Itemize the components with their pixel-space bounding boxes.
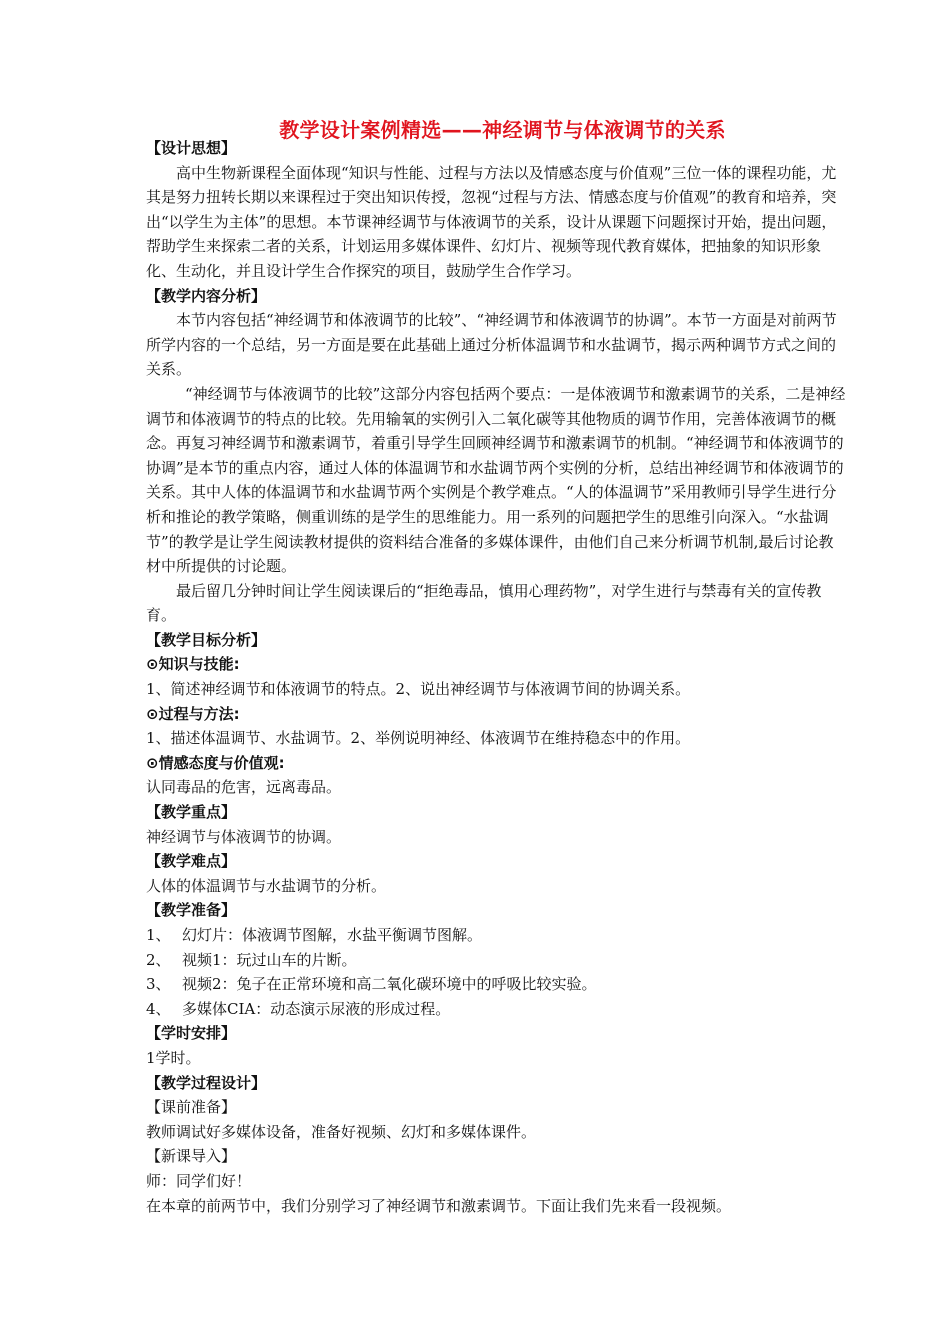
goal-emotion-text: 认同毒品的危害，远离毒品。: [146, 778, 342, 797]
paragraph-content-analysis-1: 本节内容包括“神经调节和体液调节的比较”、“神经调节和体液调节的协调”。本节一方面是对前两节所学内容的一个总结，另一方面是要在此基础上通过分析体温调节和水盐调节，揭示两种调节方式之间的关系。: [146, 311, 837, 379]
schedule-text: 1学时。: [146, 1048, 201, 1067]
paragraph-content-analysis-2: “神经调节与体液调节的比较”这部分内容包括两个要点：一是体液调节和激素调节的关系，二是神经调节和体液调节的特点的比较。先用输氧的实例引入二氧化碳等其他物质的调节作用，完善体液调节的概念。再复习神经调节和激素调节，着重引导学生回顾神经调节和激素调节的机制。“神经调节和体液调节的协调”是本节的重点内容，通过人体的体温调节和水盐调节两个实例的分析，总结出神经调节和体液调节的关系。其中人体的体温调节和水盐调节两个实例是个教学难点。“人的体温调节”采用教师引导学生进行分析和推论的教学策略，侧重训练的是学生的思维能力。用一系列的问题把学生的思维引向深入。“水盐调节”的教学是让学生阅读教材提供的资料结合准备的多媒体课件，由他们自己来分析调节机制,最后讨论教材中所提供的讨论题。: [146, 384, 846, 576]
heading-pre-class: 【课前准备】: [146, 1098, 237, 1117]
heading-key-point: 【教学重点】: [146, 803, 237, 822]
paragraph-design-idea: 高中生物新课程全面体现“知识与性能、过程与方法以及情感态度与价值观”三位一体的课程功能，尤其是努力扭转长期以来课程过于突出知识传授，忽视“过程与方法、情感态度与价值观”的教育和培养，突出“以学生为主体”的思想。本节课神经调节与体液调节的关系，设计从课题下问题探讨开始，提出问题，帮助学生来探索二者的关系，计划运用多媒体课件、幻灯片、视频等现代教育媒体，把抽象的知识形象化、生动化，并且设计学生合作探究的项目，鼓励学生合作学习。: [146, 163, 837, 280]
difficulty-text: 人体的体温调节与水盐调节的分析。: [146, 876, 387, 895]
heading-process: 【教学过程设计】: [146, 1073, 267, 1092]
document-title: 教学设计案例精选——神经调节与体液调节的关系: [279, 118, 726, 142]
document-body: [146, 136, 846, 1218]
heading-goals: 【教学目标分析】: [146, 630, 267, 649]
list-item: 2、 视频1：玩过山车的片断。: [146, 950, 357, 969]
heading-intro: 【新课导入】: [146, 1147, 237, 1166]
goal-knowledge-label: ⊙知识与技能:: [146, 655, 240, 674]
intro-line-1: 师：同学们好！: [146, 1171, 252, 1190]
list-item: 4、 多媒体CIA：动态演示尿液的形成过程。: [146, 999, 451, 1018]
preparation-list: [146, 923, 846, 1021]
intro-line-2: 在本章的前两节中，我们分别学习了神经调节和激素调节。下面让我们先来看一段视频。: [146, 1196, 732, 1215]
heading-design-idea: 【设计思想】: [146, 139, 237, 157]
goal-process-label: ⊙过程与方法:: [146, 704, 240, 723]
pre-class-text: 教师调试好多媒体设备，准备好视频、幻灯和多媒体课件。: [146, 1122, 537, 1141]
key-point-text: 神经调节与体液调节的协调。: [146, 827, 342, 846]
heading-difficulty: 【教学难点】: [146, 852, 237, 871]
goal-emotion-label: ⊙情感态度与价值观:: [146, 753, 285, 772]
list-item: 1、 幻灯片：体液调节图解，水盐平衡调节图解。: [146, 926, 483, 944]
goal-process-text: 1、描述体温调节、水盐调节。2、举例说明神经、体液调节在维持稳态中的作用。: [146, 729, 691, 748]
heading-schedule: 【学时安排】: [146, 1024, 237, 1043]
paragraph-content-analysis-3: 最后留几分钟时间让学生阅读课后的“拒绝毒品，慎用心理药物”，对学生进行与禁毒有关的宣传教育。: [146, 581, 822, 625]
goal-knowledge-text: 1、简述神经调节和体液调节的特点。2、说出神经调节与体液调节间的协调关系。: [146, 680, 691, 699]
heading-preparation: 【教学准备】: [146, 901, 237, 920]
heading-content-analysis: 【教学内容分析】: [146, 286, 267, 305]
list-item: 3、 视频2：兔子在正常环境和高二氧化碳环境中的呼吸比较实验。: [146, 975, 597, 994]
